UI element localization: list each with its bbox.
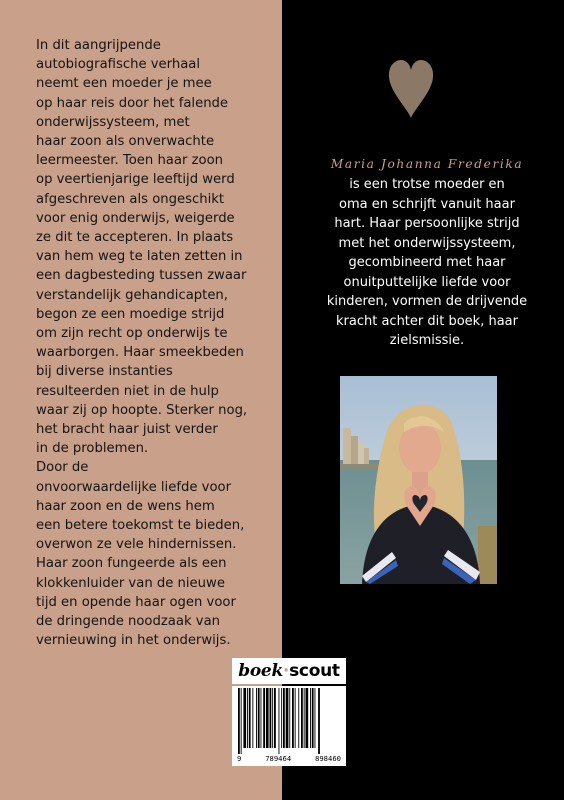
barcode-bar [304,688,305,748]
barcode-bar [298,688,299,748]
barcode-bar [292,688,294,748]
barcode-bar [272,688,273,748]
barcode-digit-first: 9 [237,754,242,763]
barcode-digit-group1: 789464 [265,754,292,763]
barcode-bar [286,688,289,748]
author-name: Maria Johanna Frederika [330,157,524,171]
barcode-bar [261,688,262,748]
barcode-bar [274,688,276,748]
barcode-bar [281,688,282,748]
barcode-bars [232,688,346,758]
barcode-bar [263,688,265,748]
barcode-bar [306,688,309,748]
publisher-logo-dot: · [282,661,290,681]
barcode-bar [258,688,260,748]
barcode-bar [249,688,251,748]
publisher-logo-part2: scout [289,661,340,681]
barcode-bar [270,688,272,748]
barcode-bar [310,688,311,748]
barcode-bar [301,688,303,748]
publisher-logo [232,658,346,684]
barcode-bar [238,688,240,754]
heart-icon [387,58,435,120]
barcode-bar [247,688,248,748]
author-photo [340,376,497,584]
barcode-bar [256,688,257,748]
barcode-digit-group2: 898460 [315,754,341,763]
author-bio: is een trotse moeder en oma en schrijft vanuit haar hart. Haar persoonlijke strijd met het onderwijssysteem, gecombineerd met haar onuitputtelijke liefde voor kinderen, vormen de drijvende kracht achter dit boek, haar zielsmissie. [326,177,528,348]
barcode-bar [318,688,320,754]
barcode-bar [289,688,290,748]
back-cover-blurb: In dit aangrijpende autobiografische verhaal neemt een moeder je mee op haar reis door het falende onderwijssysteem, met haar zoon als onverwachte leermeester. Toen haar zoon op veertienjarige leeftijd werd afgeschreven als ongeschikt voor enig onderwijs, weigerde ze dit te accepteren. In plaats van hem weg te laten zetten in een dagbesteding tussen zwaar verstandelijk gehandicapten, begon ze een moedige strijd om zijn recht op onderwijs te waarborgen. Haar smeekbeden bij diverse instanties resulteerden niet in de hulp waar zij op hoopte. Sterker nog, het bracht haar juist verder in de problemen. Door de onvoorwaardelijke liefde voor haar zoon en de wens hem een betere toekomst te bieden, overwon ze vele hindernissen. Haar zoon fungeerde als een klokkenluider van de nieuwe tijd en opende haar ogen voor de dringende noodzaak van vernieuwing in het onderwijs. [36,38,248,649]
publisher-logo-part1: boek [238,661,283,681]
barcode-bar [266,688,269,748]
barcode-bar [241,688,242,754]
barcode-bar [283,688,285,748]
barcode-bar [252,688,253,748]
barcode-bar [279,688,280,754]
barcode-bar [243,688,246,748]
barcode-bar [312,688,314,748]
isbn-barcode [232,686,346,766]
barcode-bar [295,688,296,748]
barcode-bar [315,688,316,748]
